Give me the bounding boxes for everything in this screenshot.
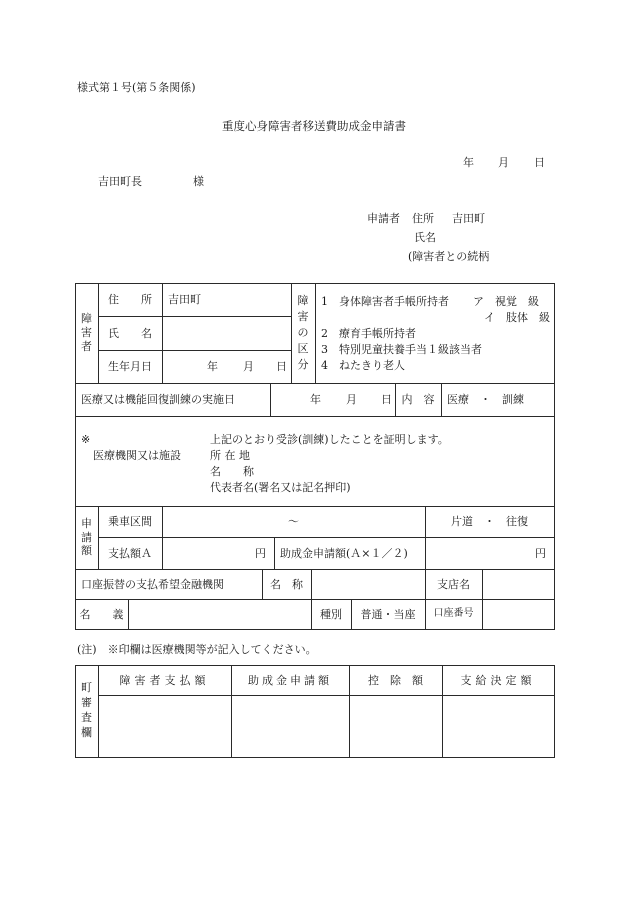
branch-name-label: 支店名	[437, 577, 470, 591]
category-item-1-visual: ア 視覚 級	[473, 295, 539, 308]
disabled-name-field[interactable]	[163, 316, 291, 350]
birth-year-label: 年	[207, 360, 218, 373]
review-col-paid: 障害者支払額	[119, 673, 210, 687]
paid-amount-field[interactable]	[162, 537, 266, 569]
category-item-4: 4 ねたきり老人	[321, 359, 405, 372]
page-title: 重度心身障害者移送費助成金申請書	[222, 119, 406, 133]
review-paid-field[interactable]	[99, 696, 231, 757]
account-holder-label: 名 義	[79, 607, 124, 621]
disabled-name-label: 氏 名	[108, 326, 152, 340]
form-number: 様式第１号(第５条関係)	[77, 81, 196, 94]
date-month-label: 月	[498, 156, 509, 169]
treatment-content-options[interactable]: 医療 ・ 訓練	[447, 393, 524, 406]
account-type-options[interactable]: 普通・当座	[360, 607, 416, 621]
review-col-decision: 支給決定額	[460, 673, 536, 687]
account-number-field[interactable]	[483, 599, 554, 629]
category-item-2: 2 療育手帳所持者	[321, 327, 416, 340]
disabled-birthdate-label: 生年月日	[108, 360, 152, 373]
disabled-person-section-label: 障 害 者	[81, 312, 92, 353]
bank-name-field[interactable]	[312, 569, 425, 599]
applicant-name-label: 氏名	[414, 231, 436, 244]
note-text: (注) ※印欄は医療機関等が記入してください。	[77, 643, 317, 656]
paid-amount-yen: 円	[255, 546, 266, 560]
certification-statement: 上記のとおり受診(訓練)したことを証明します。	[210, 433, 449, 446]
subsidy-amount-label: 助成金申請額(Ａ×１／２)	[280, 546, 408, 560]
account-type-label: 種別	[320, 607, 342, 621]
review-deduction-field[interactable]	[350, 696, 442, 757]
institution-representative-label: 代表者名(署名又は記名押印)	[210, 481, 351, 494]
institution-location-label: 所 在 地	[210, 449, 250, 462]
treatment-day-label: 日	[381, 393, 392, 406]
route-separator: ～	[288, 515, 299, 528]
subsidy-amount-field[interactable]	[425, 537, 546, 569]
treatment-content-label: 内 容	[401, 393, 435, 406]
route-field[interactable]	[162, 506, 425, 537]
route-label: 乗車区間	[108, 515, 152, 528]
review-subsidy-field[interactable]	[232, 696, 349, 757]
category-item-1-limb: イ 肢体 級	[484, 311, 550, 324]
disabled-address-label: 住 所	[108, 293, 152, 306]
category-item-3: 3 特別児童扶養手当１級該当者	[321, 343, 482, 356]
branch-name-field[interactable]	[483, 569, 554, 599]
honorific: 様	[193, 175, 204, 188]
institution-label: 医療機関又は施設	[93, 449, 181, 462]
treatment-year-label: 年	[310, 393, 321, 406]
certification-mark: ※	[81, 433, 91, 446]
account-holder-field[interactable]	[129, 599, 311, 629]
account-number-label: 口座番号	[433, 608, 474, 619]
applicant-address-value[interactable]: 吉田町	[452, 212, 485, 225]
date-day-label: 日	[534, 156, 545, 169]
date-year-label: 年	[463, 156, 474, 169]
review-section-label: 町 審 査 欄	[81, 681, 92, 739]
disability-category-section-label: 障 害 の 区 分	[297, 294, 309, 371]
review-col-subsidy: 助成金申請額	[248, 673, 332, 687]
trip-type-options[interactable]: 片道 ・ 往復	[451, 515, 528, 528]
institution-name-label: 名 称	[210, 465, 254, 478]
birth-month-label: 月	[243, 360, 254, 373]
review-col-deduction: 控 除 額	[368, 673, 423, 687]
subsidy-amount-yen: 円	[535, 546, 546, 560]
applicant-relation-label: (障害者との続柄	[408, 250, 490, 263]
treatment-month-label: 月	[346, 393, 357, 406]
addressee: 吉田町長	[98, 175, 142, 188]
bank-name-label: 名 称	[270, 577, 303, 591]
birth-day-label: 日	[276, 360, 287, 373]
treatment-date-label: 医療又は機能回復訓練の実施日	[81, 393, 235, 406]
disabled-address-value[interactable]: 吉田町	[168, 293, 201, 306]
application-amount-section-label: 申 請 額	[81, 516, 92, 558]
bank-institution-label: 口座振替の支払希望金融機関	[81, 577, 224, 591]
review-decision-field[interactable]	[443, 696, 554, 757]
applicant-label: 申請者	[367, 212, 400, 225]
category-item-1: 1 身体障害者手帳所持者	[321, 295, 449, 308]
paid-amount-label: 支払額Ａ	[108, 546, 152, 560]
applicant-address-label: 住所	[412, 212, 434, 225]
